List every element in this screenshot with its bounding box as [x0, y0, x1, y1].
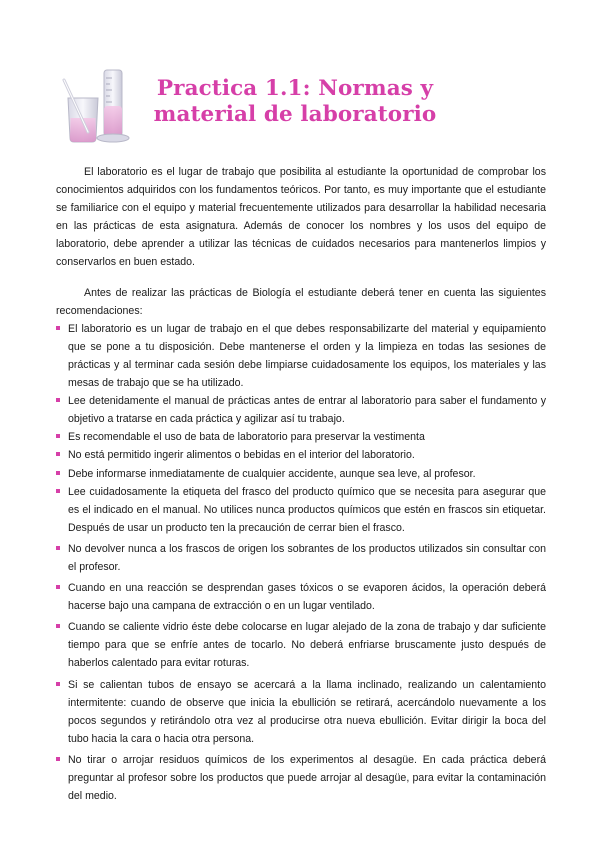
recommendations-intro: Antes de realizar las prácticas de Biología el estudiante deberá tener en cuenta las siguientes recomendaciones: — [56, 286, 546, 317]
list-item: Cuando se caliente vidrio éste debe colocarse en lugar alejado de la zona de trabajo y dar suficiente tiempo para que se enfríe antes de tocarlo. No deberá enfriarse bruscamente justo después de haberlos calentado para evitar roturas. — [56, 618, 546, 672]
list-item: Lee detenidamente el manual de prácticas antes de entrar al laboratorio para saber el fundamento y objetivo a tratarse en cada práctica y agilizar así tu trabajo. — [56, 392, 546, 428]
list-item: No está permitido ingerir alimentos o bebidas en el interior del laboratorio. — [56, 446, 546, 464]
list-item: No devolver nunca a los frascos de origen los sobrantes de los productos utilizados sin consultar con el profesor. — [56, 540, 546, 576]
intro-paragraph: El laboratorio es el lugar de trabajo que posibilita al estudiante la oportunidad de comprobar los conocimientos adquiridos con los fundamentos teóricos. Por tanto, es muy importante que el estudiante se familiarice con el equipo y material frecuentemente utilizados para desarrollar la habilidad necesaria en las prácticas de esta asignatura. Además de conocer los nombres y los usos del equipo de laboratorio, debe aprender a utilizar las técnicas de cuidados necesarios para mantenerlos limpios y conservarlos en buen estado. — [56, 166, 546, 269]
list-item: Es recomendable el uso de bata de laboratorio para preservar la vestimenta — [56, 428, 546, 446]
document-body — [56, 163, 546, 805]
list-item: Cuando en una reacción se desprendan gases tóxicos o se evaporen ácidos, la operación deberá hacerse bajo una campana de extracción o en un lugar ventilado. — [56, 579, 546, 615]
page-title — [150, 76, 440, 128]
recommendations-list — [56, 320, 546, 805]
title-line-1: Practica 1.1: Normas y — [156, 76, 434, 101]
list-item: Lee cuidadosamente la etiqueta del frasco del producto químico que se necesita para asegurar que es el indicado en el manual. No utilices nunca productos químicos que estén en frascos sin etiquetar. Después de usar un producto ten la precaución de cerrar bien el frasco. — [56, 483, 546, 537]
list-item: Si se calientan tubos de ensayo se acercará a la llama inclinado, realizando un calentamiento intermitente: cuando de observe que inicia la ebullición se retirará, acercándolo nuevamente a los pocos segundos y retirándolo otra vez al producirse otra nueva ebullición. Evitar dirigir la boca del tubo hacia la cara o hacia otra persona. — [56, 676, 546, 748]
lab-glassware-icon — [54, 66, 138, 146]
list-item: No tirar o arrojar residuos químicos de los experimentos al desagüe. En cada práctica deberá preguntar al profesor sobre los productos que puede arrojar al desagüe, para evitar la contaminación del medio. — [56, 751, 546, 805]
list-item: El laboratorio es un lugar de trabajo en el que debes responsabilizarte del material y equipamiento que se pone a tu disposición. Debe mantenerse el orden y la limpieza en todas las sesiones de prácticas y al terminar cada sesión debe limpiarse cuidadosamente los equipos, los materiales y las mesas de trabajo que se ha utilizado. — [56, 320, 546, 392]
list-item: Debe informarse inmediatamente de cualquier accidente, aunque sea leve, al profesor. — [56, 465, 546, 483]
title-line-2: material de laboratorio — [153, 102, 437, 127]
